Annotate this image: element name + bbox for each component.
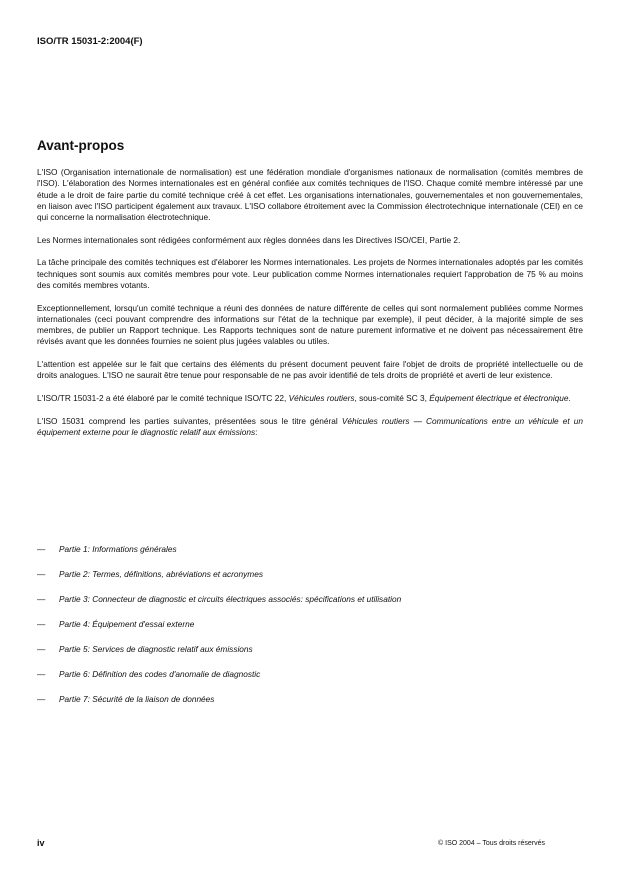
list-item-text: Partie 4: Équipement d'essai externe [59, 619, 195, 629]
list-item [37, 594, 583, 619]
list-item [37, 669, 583, 694]
list-item [37, 694, 583, 719]
paragraph: L'ISO (Organisation internationale de normalisation) est une fédération mondiale d'organismes nationaux de normalisation (comités membres de l'ISO). L'élaboration des Normes internationales est en général confiée aux comités techniques de l'ISO. Chaque comité membre intéressé par une étude a le droit de faire partie du comité technique créé à cet effet. Les organisations internationales, gouvernementales et non gouvernementales, en liaison avec l'ISO participent également aux travaux. L'ISO collabore étroitement avec la Commission électrotechnique internationale (CEI) en ce qui concerne la normalisation électrotechnique. [37, 167, 583, 223]
dash-bullet: — [37, 594, 46, 604]
page-number: iv [37, 838, 45, 848]
dash-bullet: — [37, 694, 46, 704]
list-item-text: Partie 1: Informations générales [59, 544, 177, 554]
general-title: Véhicules routiers — Communications entre un véhicule et un équipement externe pour le diagnostic relatif aux émissions [37, 415, 583, 437]
text: L'ISO 15031 comprend les parties suivantes, présentées sous le titre général [37, 415, 342, 426]
text: , sous-comité SC 3, [354, 392, 430, 403]
paragraph-parts [37, 416, 583, 439]
dash-bullet: — [37, 644, 46, 654]
list-item [37, 569, 583, 594]
text: L'ISO/TR 15031-2 a été élaboré par le comité technique ISO/TC 22, [37, 392, 289, 403]
paragraph: La tâche principale des comités techniques est d'élaborer les Normes internationales. Les projets de Normes internationales adoptés par les comités techniques sont soumis aux comités membres pour vote. Leur publication comme Normes internationales requiert l'approbation de 75 % au moins des comités membres votants. [37, 257, 583, 290]
dash-bullet: — [37, 619, 46, 629]
list-item-text: Partie 7: Sécurité de la liaison de données [59, 694, 215, 704]
list-item [37, 644, 583, 669]
parts-list [37, 544, 583, 719]
page-title: Avant-propos [37, 138, 125, 153]
text: : [255, 426, 258, 437]
subcommittee-name: Équipement électrique et électronique [429, 392, 569, 403]
dash-bullet: — [37, 544, 46, 554]
list-item [37, 544, 583, 569]
text: . [568, 392, 571, 403]
list-item-text: Partie 3: Connecteur de diagnostic et circuits électriques associés: spécifications et utilisation [59, 594, 402, 604]
copyright-notice: © ISO 2004 – Tous droits réservés [438, 840, 545, 847]
paragraph-committee [37, 393, 583, 404]
dash-bullet: — [37, 669, 46, 679]
committee-name: Véhicules routiers [288, 392, 355, 403]
list-item-text: Partie 2: Termes, définitions, abréviations et acronymes [59, 569, 263, 579]
foreword-body [37, 167, 583, 449]
list-item-text: Partie 6: Définition des codes d'anomalie de diagnostic [59, 669, 261, 679]
document-id-header: ISO/TR 15031-2:2004(F) [37, 36, 143, 47]
paragraph: Exceptionnellement, lorsqu'un comité technique a réuni des données de nature différente de celles qui sont normalement publiées comme Normes internationales (ceci pouvant comprendre des informations sur l'état de la technique par exemple), il peut décider, à la majorité simple de ses membres, de publier un Rapport technique. Les Rapports techniques sont de nature purement informative et ne doivent pas nécessairement être révisés avant que les données fournies ne soient plus jugées valables ou utiles. [37, 302, 583, 347]
dash-bullet: — [37, 569, 46, 579]
list-item-text: Partie 5: Services de diagnostic relatif aux émissions [59, 644, 253, 654]
list-item [37, 619, 583, 644]
paragraph: L'attention est appelée sur le fait que certains des éléments du présent document peuvent faire l'objet de droits de propriété intellectuelle ou de droits analogues. L'ISO ne saurait être tenue pour responsable de ne pas avoir identifié de tels droits de propriété et averti de leur existence. [37, 359, 583, 381]
paragraph: Les Normes internationales sont rédigées conformément aux règles données dans les Directives ISO/CEI, Partie 2. [37, 234, 461, 245]
